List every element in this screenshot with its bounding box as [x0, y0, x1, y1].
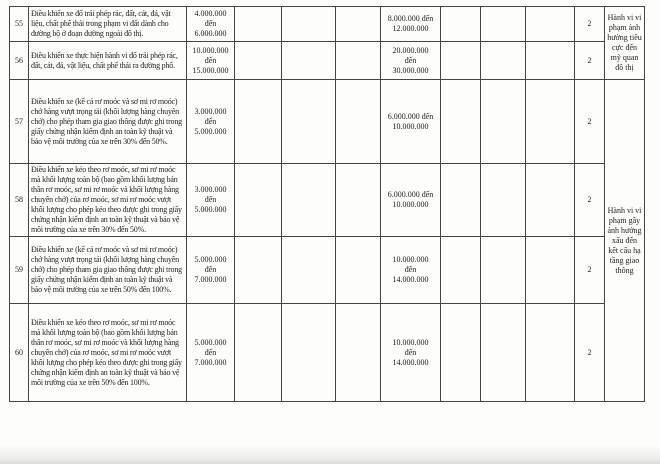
- empty-cell: [336, 42, 381, 80]
- fine-range-2: 20.000.000 đến 30.000.000: [381, 42, 441, 80]
- empty-cell: [336, 304, 381, 402]
- row-number: 55: [10, 7, 29, 42]
- table-row: [10, 42, 645, 80]
- fine-range-2: 6.000.000 đến 10.000.000: [381, 80, 441, 164]
- points-value: 2: [575, 304, 605, 402]
- fine-range-1: 3.000.000 đến 5.000.000: [187, 80, 235, 164]
- fine-range-2: 8.000.000 đến 12.000.000: [381, 7, 441, 42]
- points-value: 2: [575, 164, 605, 237]
- empty-cell: [336, 237, 381, 304]
- empty-cell: [282, 237, 336, 304]
- fine-range-1: 3.000.000 đến 5.000.000: [187, 164, 235, 237]
- violation-description: Điều khiển xe (kể cả rơ moóc và sơ mi rơ moóc) chở hàng vượt trọng tải (khối lượng hàng chuyên chở) cho phép tham gia giao thông được ghi trong giấy chứng nhận kiểm định an toàn kỹ thuật và bảo vệ môi trường của xe trên 30% đến 50%.: [29, 80, 187, 164]
- violation-description: Điều khiển xe đổ trái phép rác, đất, cát, đá, vật liệu, chất phế thải trong phạm vi đất dành cho đường bộ ở đoạn đường ngoài đô thị.: [29, 7, 187, 42]
- violation-description: Điều khiển xe thực hiện hành vi đổ trái phép rác, đất, cát, đá, vật liệu, chất phế thải ra đường phố.: [29, 42, 187, 80]
- fines-table: [9, 6, 645, 402]
- points-value: 2: [575, 7, 605, 42]
- empty-cell: [441, 164, 481, 237]
- empty-cell: [481, 164, 526, 237]
- empty-cell: [441, 7, 481, 42]
- empty-cell: [526, 7, 575, 42]
- empty-cell: [526, 80, 575, 164]
- violation-description: Điều khiển xe kéo theo rơ moóc, sơ mi rơ moóc mà khối lượng toàn bộ (bao gồm khối lượng bản thân rơ moóc, sơ mi rơ moóc và khối lượng hàng chuyên chở) của rơ moóc, sơ mi rơ moóc vượt khối lượng cho phép kéo theo được ghi trong giấy chứng nhận kiểm định an toàn kỹ thuật và bảo vệ môi trường của xe trên 50% đến 100%.: [29, 304, 187, 402]
- table-row: [10, 304, 645, 402]
- empty-cell: [526, 304, 575, 402]
- fine-range-2: 6.000.000 đến 10.000.000: [381, 164, 441, 237]
- table-row: [10, 80, 645, 164]
- empty-cell: [235, 80, 282, 164]
- empty-cell: [282, 304, 336, 402]
- empty-cell: [481, 304, 526, 402]
- empty-cell: [235, 42, 282, 80]
- empty-cell: [481, 80, 526, 164]
- empty-cell: [235, 164, 282, 237]
- points-value: 2: [575, 80, 605, 164]
- table-row: [10, 7, 645, 42]
- empty-cell: [235, 304, 282, 402]
- empty-cell: [441, 80, 481, 164]
- empty-cell: [441, 237, 481, 304]
- fine-range-2: 10.000.000 đến 14.000.000: [381, 304, 441, 402]
- empty-cell: [336, 164, 381, 237]
- empty-cell: [336, 80, 381, 164]
- row-number: 59: [10, 237, 29, 304]
- row-number: 60: [10, 304, 29, 402]
- fine-range-2: 10.000.000 đến 14.000.000: [381, 237, 441, 304]
- fine-range-1: 5.000.000 đến 7.000.000: [187, 304, 235, 402]
- row-number: 57: [10, 80, 29, 164]
- empty-cell: [441, 42, 481, 80]
- fine-range-1: 10.000.000 đến 15.000.000: [187, 42, 235, 80]
- empty-cell: [441, 304, 481, 402]
- note-cell: Hành vi vi phạm ảnh hưởng tiêu cực đến mỹ quan đô thị: [605, 7, 645, 80]
- empty-cell: [282, 80, 336, 164]
- empty-cell: [282, 42, 336, 80]
- row-number: 56: [10, 42, 29, 80]
- empty-cell: [481, 237, 526, 304]
- points-value: 2: [575, 237, 605, 304]
- empty-cell: [336, 7, 381, 42]
- empty-cell: [526, 237, 575, 304]
- table-row: [10, 164, 645, 237]
- empty-cell: [526, 164, 575, 237]
- empty-cell: [526, 42, 575, 80]
- empty-cell: [235, 237, 282, 304]
- empty-cell: [481, 7, 526, 42]
- violation-description: Điều khiển xe (kể cả rơ moóc và sơ mi rơ moóc) chở hàng vượt trọng tải (khối lượng hàng chuyên chở) cho phép tham gia giao thông được ghi trong giấy chứng nhận kiểm định an toàn kỹ thuật và bảo vệ môi trường của xe trên 50% đến 100%.: [29, 237, 187, 304]
- empty-cell: [481, 42, 526, 80]
- fine-range-1: 5.000.000 đến 7.000.000: [187, 237, 235, 304]
- empty-cell: [282, 164, 336, 237]
- note-cell: Hành vi vi phạm gây ảnh hưởng xấu đến kết cấu hạ tầng giao thông: [605, 80, 645, 402]
- empty-cell: [235, 7, 282, 42]
- points-value: 2: [575, 42, 605, 80]
- page-edge-shadow: [0, 444, 660, 464]
- row-number: 58: [10, 164, 29, 237]
- violation-description: Điều khiển xe kéo theo rơ moóc, sơ mi rơ moóc mà khối lượng toàn bộ (bao gồm khối lượng bản thân rơ moóc, sơ mi rơ moóc và khối lượng hàng chuyên chở) của rơ moóc, sơ mi rơ moóc vượt khối lượng cho phép kéo theo được ghi trong giấy chứng nhận kiểm định an toàn kỹ thuật và bảo vệ môi trường của xe trên 30% đến 50%.: [29, 164, 187, 237]
- empty-cell: [282, 7, 336, 42]
- fine-range-1: 4.000.000 đến 6.000.000: [187, 7, 235, 42]
- table-row: [10, 237, 645, 304]
